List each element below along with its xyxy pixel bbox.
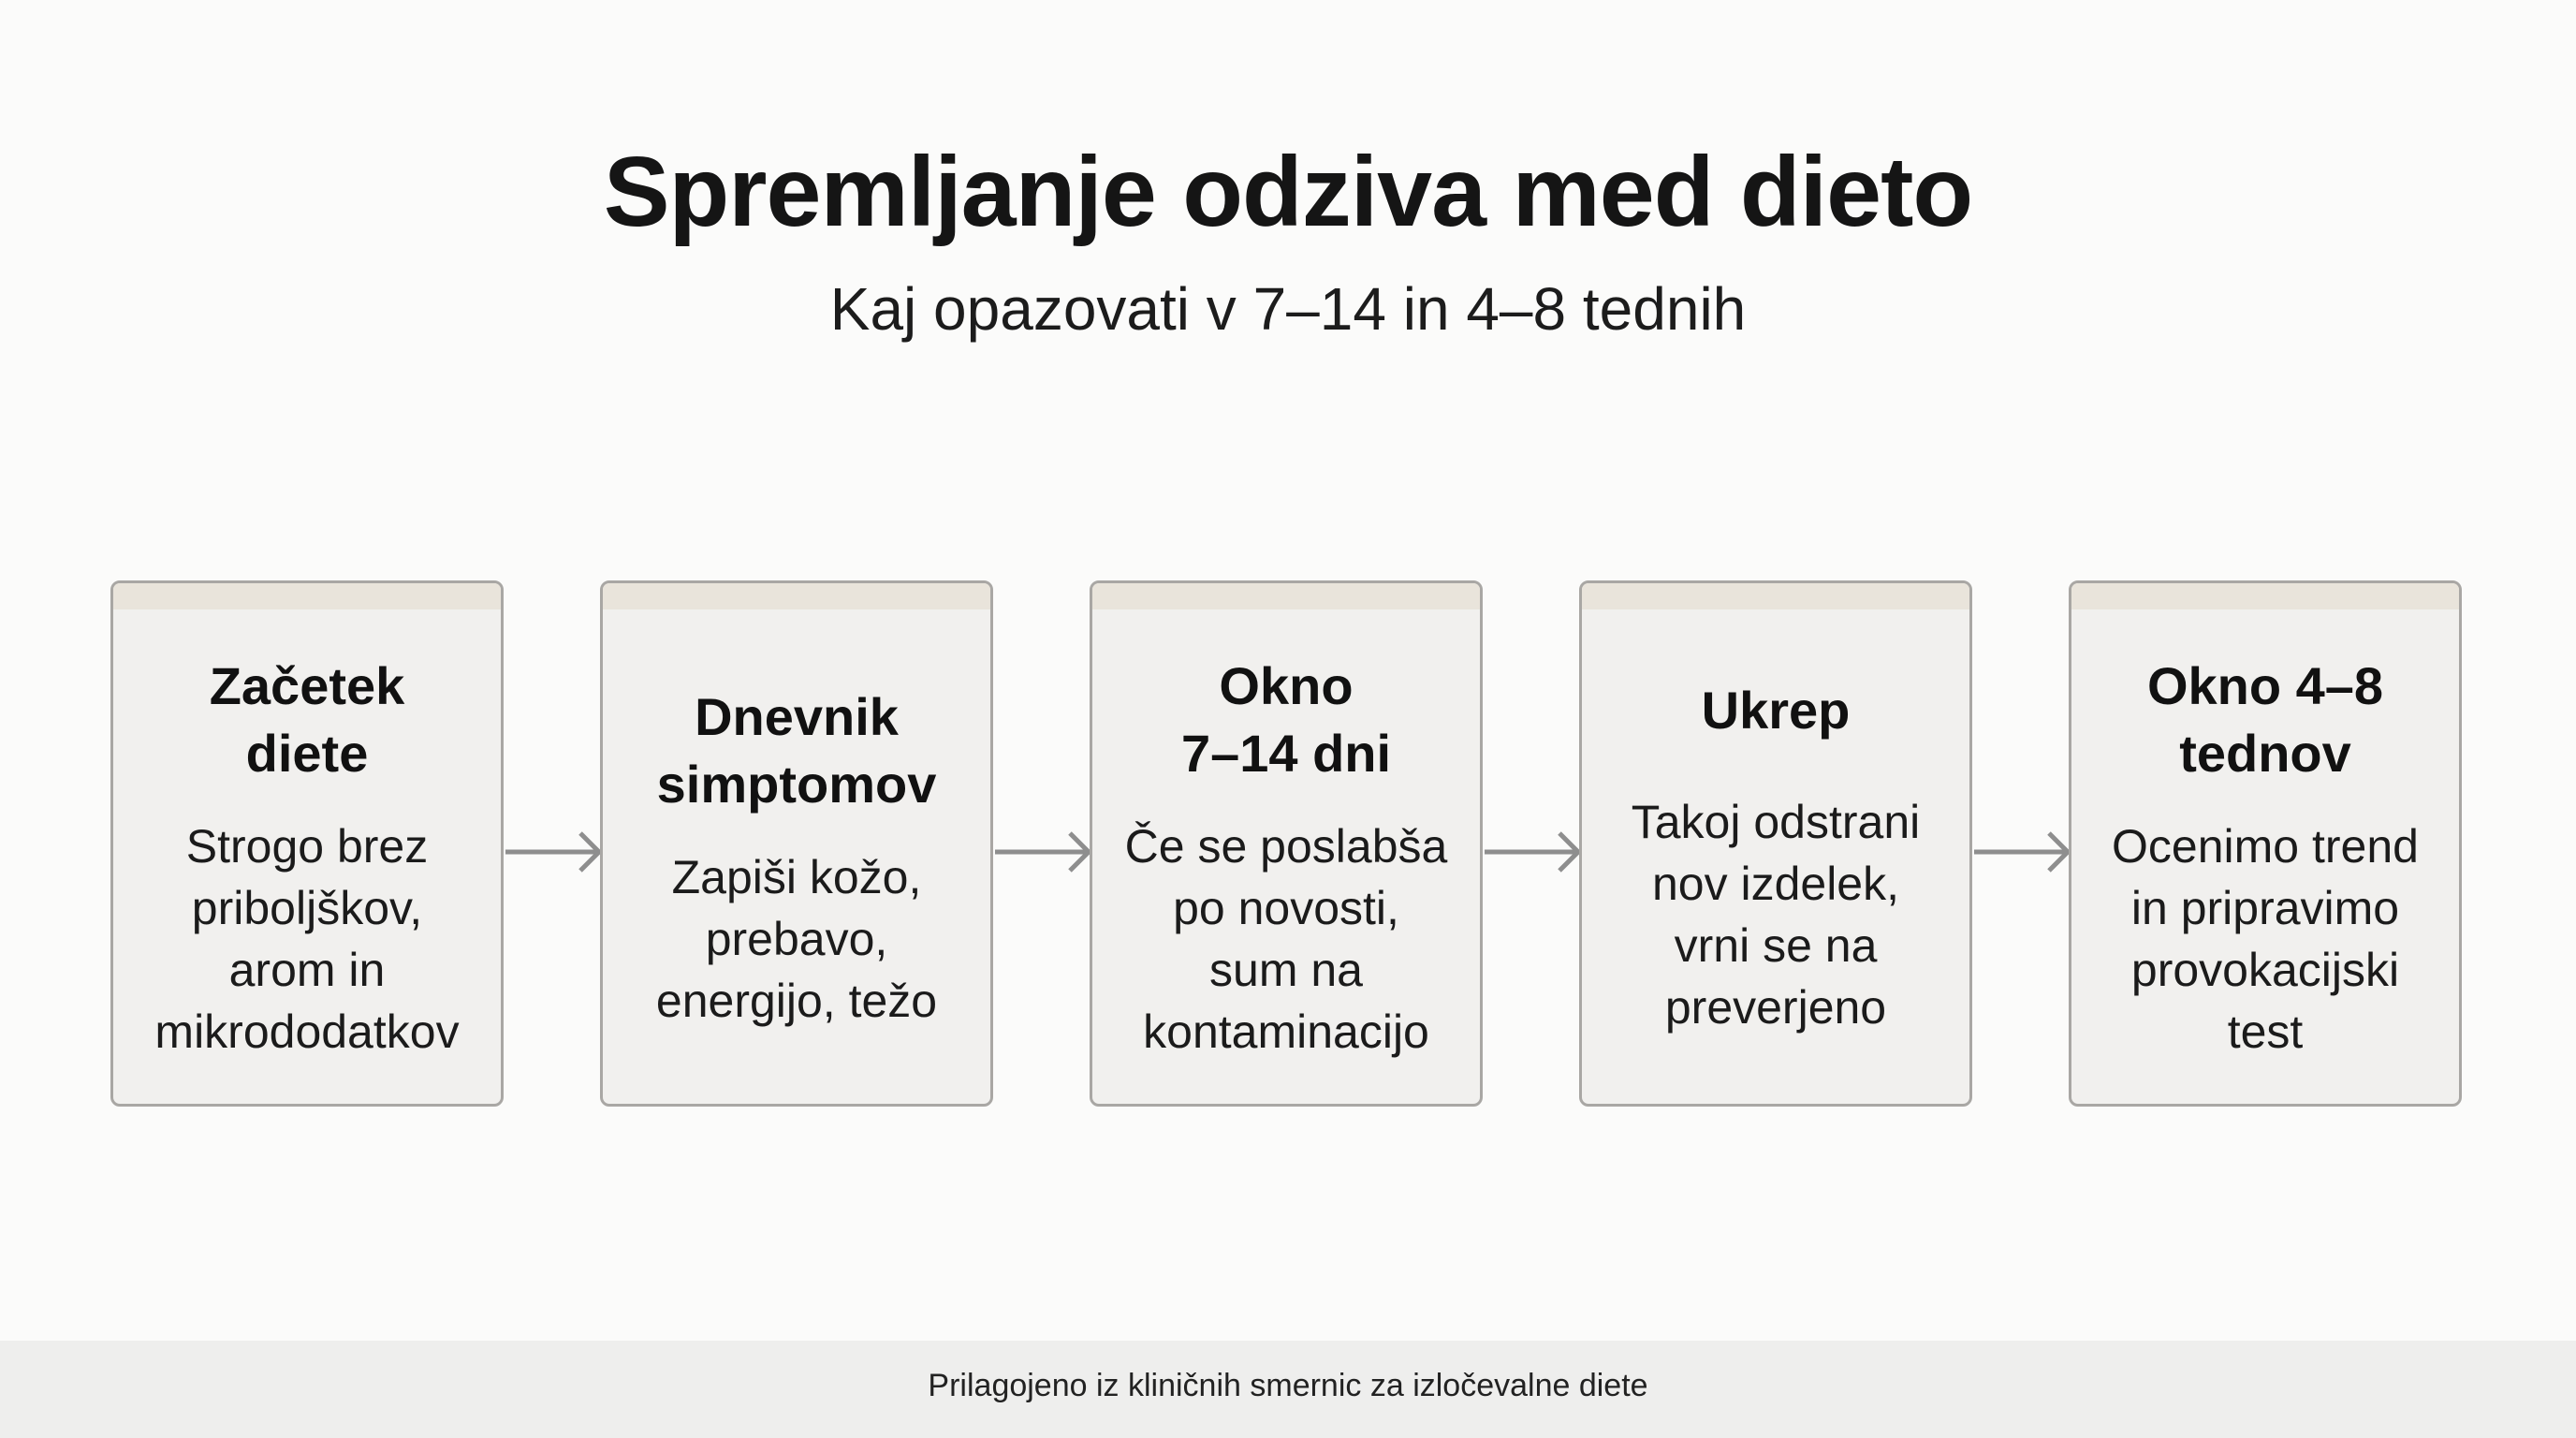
step-description: Strogo brez priboljškov, arom in mikrododatkov bbox=[154, 820, 460, 1058]
arrow-right-icon bbox=[995, 824, 1096, 880]
step-title: Ukrep bbox=[1701, 681, 1851, 740]
diagram-subtitle: Kaj opazovati v 7–14 in 4–8 tednih bbox=[829, 275, 1747, 343]
step-description: Če se poslabša po novosti, sum na kontaminacijo bbox=[1124, 820, 1448, 1058]
step-description: Ocenimo trend in pripravimo provokacijski test bbox=[2112, 820, 2419, 1058]
arrow-right-icon bbox=[1974, 824, 2075, 880]
step-description: Takoj odstrani nov izdelek, vrni se na preverjeno bbox=[1631, 796, 1921, 1034]
step-title: Okno 4–8 tednov bbox=[2146, 656, 2384, 783]
source-note: Prilagojeno iz kliničnih smernic za izločevalne diete bbox=[928, 1368, 1648, 1403]
step-box-window-4-8-weeks bbox=[2069, 580, 2462, 1107]
step-box-window-7-14-days bbox=[1090, 580, 1483, 1107]
step-description: Zapiši kožo, prebavo, energijo, težo bbox=[655, 851, 938, 1027]
footer-bar bbox=[0, 1341, 2576, 1438]
step-box-action bbox=[1579, 580, 1972, 1107]
step-title: Okno 7–14 dni bbox=[1180, 656, 1392, 783]
arrow-right-icon bbox=[505, 824, 607, 880]
step-box-diet-start bbox=[110, 580, 504, 1107]
arrow-right-icon bbox=[1485, 824, 1586, 880]
diagram-title: Spremljanje odziva med dieto bbox=[603, 137, 1973, 247]
step-title: Začetek diete bbox=[209, 656, 405, 783]
step-title: Dnevnik simptomov bbox=[656, 687, 937, 814]
step-box-symptom-diary bbox=[600, 580, 993, 1107]
